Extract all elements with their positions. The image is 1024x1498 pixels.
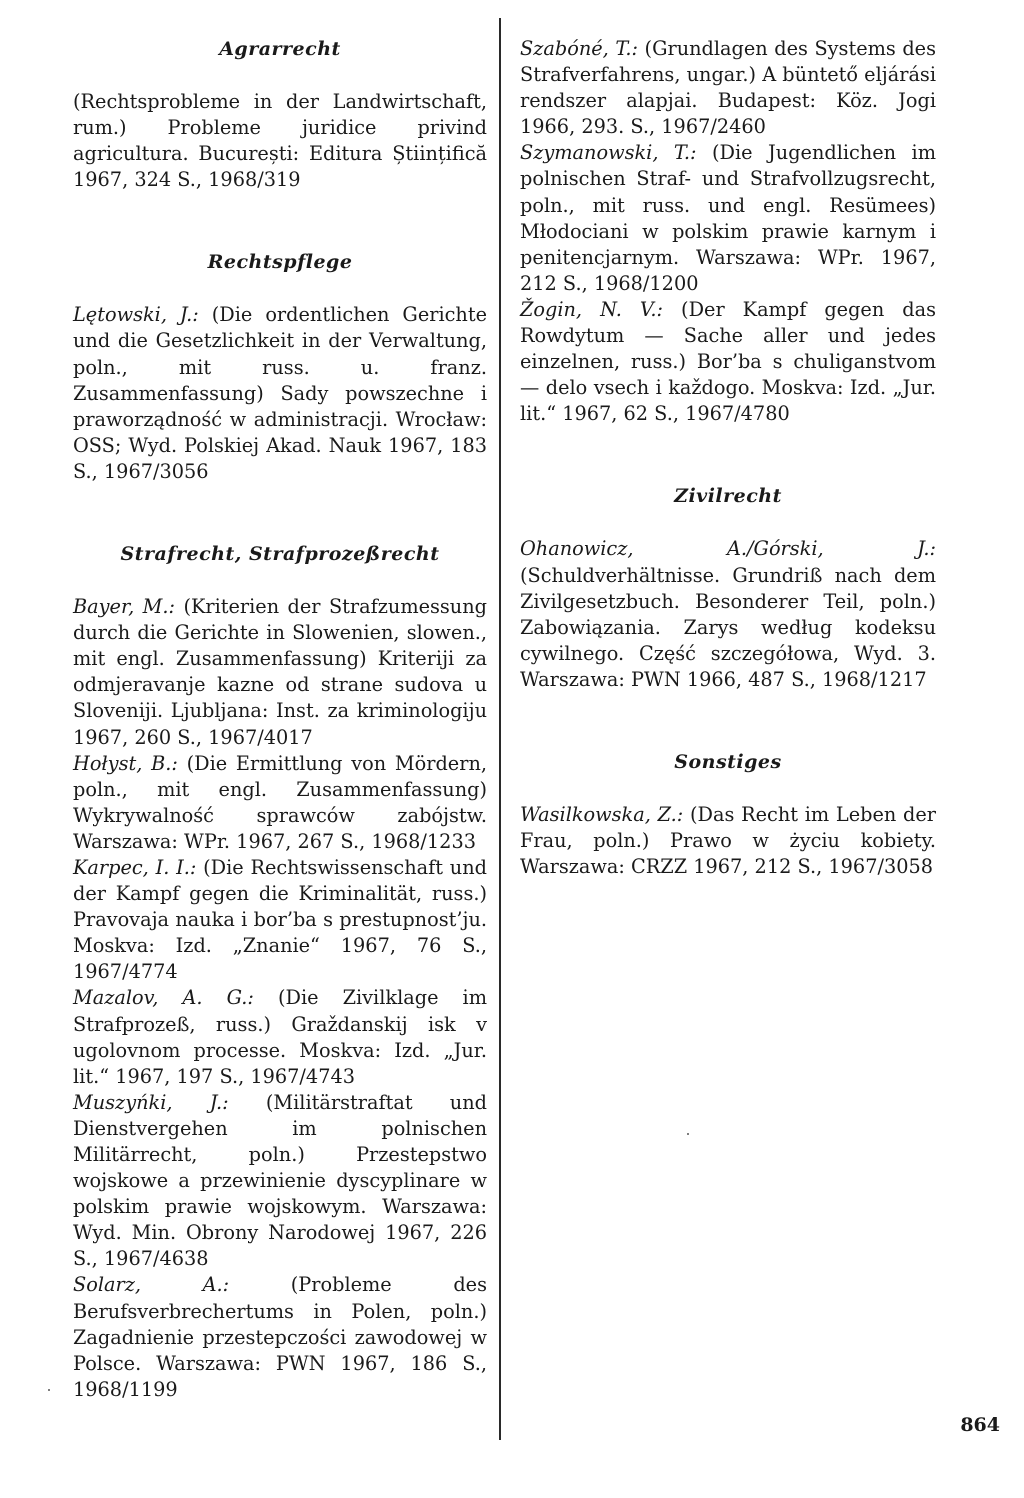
section-sonstiges (520, 749, 936, 880)
entry-author: Karpec, I. I.: (73, 855, 197, 879)
section-strafrecht-continued (520, 36, 936, 427)
entry-author: Szabóné, T.: (520, 37, 638, 60)
bibliography-entry (73, 302, 487, 485)
page-number: 864 (960, 1414, 1000, 1436)
entry-text: (Der Kampf gegen das Rowdytum — Sache aller und jedes einzelnen, russ.) Bor’ba s chuliganstvom — delo vsech i každogo. Moskva: Izd. „Jur. lit.“ 1967, 62 S., 1967/4780 (520, 297, 936, 426)
bibliography-entry (73, 594, 487, 751)
entry-author: Wasilkowska, Z.: (520, 802, 684, 826)
entry-author: Muszyńki, J.: (73, 1090, 229, 1114)
entry-author: Szymanowski, T.: (520, 141, 697, 165)
entry-author: Žogin, N. V.: (520, 297, 664, 321)
section-heading: Zivilrecht (674, 485, 782, 508)
bibliography-entry (73, 1272, 487, 1402)
bibliography-entry (520, 536, 936, 693)
entry-text: (Die Zivilklage im Strafprozeß, russ.) Graždanskij isk v ugolovnom processe. Moskva: Izd. „Jur. lit.“ 1967, 197 S., 1967/4743 (73, 986, 487, 1088)
section-heading: Agrarrecht (219, 38, 341, 60)
section-heading: Rechtspflege (207, 251, 353, 274)
bibliography-entry (73, 751, 487, 855)
entry-text: (Kriterien der Strafzumessung durch die Gerichte in Slowenien, slowen., mit engl. Zusammenfassung) Kriteriji za odmjeravanje kazne od strane sudova u Sloveniji. Ljubljana: Inst. za kriminologiju 1967, 260 S., 1967/4017 (73, 595, 487, 749)
section-heading: Strafrecht, Strafprozeßrecht (120, 543, 440, 566)
entry-text: (Probleme des Berufsverbrechertums in Polen, poln.) Zagadnienie przestepczości zawodowej w Polsce. Warszawa: PWN 1967, 186 S., 1968/1199 (73, 1273, 487, 1401)
bibliography-entry (73, 985, 487, 1089)
entry-text: (Die Jugendlichen im polnischen Straf- und Strafvollzugsrecht, poln., mit russ. und engl. Resümees) Młodociani w polskim prawie karnym i penitencjarnym. Warszawa: WPr. 1967, 212 S., 1968/1200 (520, 141, 936, 295)
entry-author: Hołyst, B.: (73, 751, 178, 775)
entry-text: (Das Recht im Leben der Frau, poln.) Prawo w życiu kobiety. Warszawa: CRZZ 1967, 212 S., 1967/3058 (520, 802, 936, 879)
print-speck (48, 1389, 50, 1391)
column-divider-rule (499, 18, 501, 1440)
bibliography-entry (520, 802, 936, 880)
entry-author: Ohanowicz, A./Górski, J.: (520, 537, 936, 561)
section-zivilrecht (520, 483, 936, 693)
entry-text: (Die ordentlichen Gerichte und die Gesetzlichkeit in der Verwaltung, poln., mit russ. u. franz. Zusammenfassung) Sady powszechne i praworządność w administracji. Wrocław: OSS; Wyd. Polskiej Akad. Nauk 1967, 183 S., 1967/3056 (73, 303, 487, 483)
entry-text: (Die Rechtswissenschaft und der Kampf gegen die Kriminalität, russ.) Pravovaja nauka i bor’ba s prestupnost’ju. Moskva: Izd. „Znanie“ 1967, 76 S., 1967/4774 (73, 855, 487, 984)
bibliography-entry (73, 855, 487, 985)
print-speck (687, 1133, 689, 1135)
bibliography-entry (73, 89, 487, 193)
section-heading: Sonstiges (674, 750, 782, 773)
entry-text: (Grundlagen des Systems des Strafverfahrens, ungar.) A büntető eljárási rendszer alapjai. Budapest: Köz. Jogi 1966, 293. S., 1967/2460 (520, 37, 936, 139)
section-rechtspflege (73, 249, 487, 485)
bibliography-entry (520, 297, 936, 427)
bibliography-entry (520, 36, 936, 140)
entry-author: Bayer, M.: (73, 595, 175, 619)
entry-author: Mazalov, A. G.: (73, 986, 254, 1010)
right-column (520, 36, 936, 880)
left-column (73, 36, 487, 1403)
bibliography-entry (520, 140, 936, 297)
entry-author: Solarz, A.: (73, 1273, 230, 1297)
entry-author: Lętowski, J.: (73, 303, 199, 327)
entry-text: (Militärstraftat und Dienstvergehen im polnischen Militärrecht, poln.) Przestepstwo wojskowe a przewinienie dyscyplinare w polskim prawie wojskowym. Warszawa: Wyd. Min. Obrony Narodowej 1967, 226 S., 1967/4638 (73, 1090, 487, 1271)
section-strafrecht (73, 541, 487, 1403)
bibliography-entry (73, 1090, 487, 1273)
entry-text: (Schuldverhältnisse. Grundriß nach dem Zivilgesetzbuch. Besonderer Teil, poln.) Zabowiązania. Zarys według kodeksu cywilnego. Część szczegółowa, Wyd. 3. Warszawa: PWN 1966, 487 S., 1968/1217 (520, 563, 936, 691)
entry-text: (Die Ermittlung von Mördern, poln., mit engl. Zusammenfassung) Wykrywalność sprawców zabójstw. Warszawa: WPr. 1967, 267 S., 1968/1233 (73, 751, 487, 853)
section-agrarrecht (73, 36, 487, 193)
entry-text: (Rechtsprobleme in der Landwirtschaft, rum.) Probleme juridice privind agricultura. București: Editura Științifică 1967, 324 S., 1968/319 (73, 90, 487, 192)
